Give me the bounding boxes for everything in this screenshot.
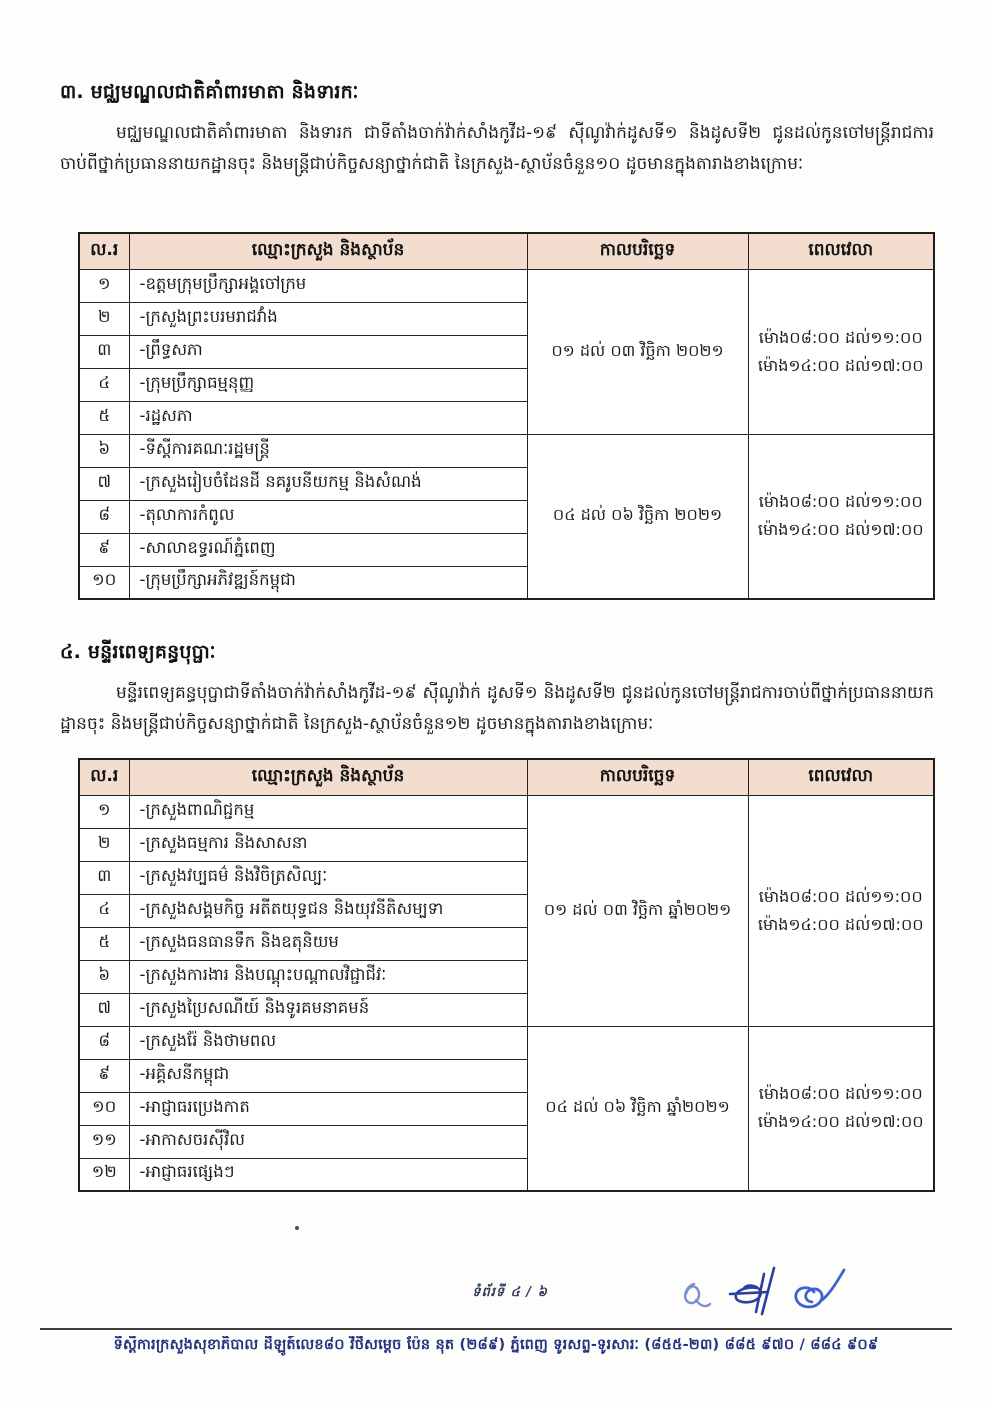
row-number: ៩ bbox=[79, 1059, 129, 1092]
institution-name: -អាកាសចរស៊ីវិល bbox=[129, 1125, 527, 1158]
row-number: ២ bbox=[79, 302, 129, 335]
time-cell bbox=[748, 795, 934, 1026]
institution-name: -ក្រសួងការងារ និងបណ្តុះបណ្តាលវិជ្ជាជីវៈ bbox=[129, 960, 527, 993]
institution-name: -ក្រសួងរ៉ែ និងថាមពល bbox=[129, 1026, 527, 1059]
time-line-2: ម៉ោង១៤:០០ ដល់១៧:០០ bbox=[757, 914, 924, 934]
table-1-header-row bbox=[79, 233, 934, 269]
time-line-2: ម៉ោង១៤:០០ ដល់១៧:០០ bbox=[757, 1112, 924, 1132]
table-row bbox=[79, 434, 934, 467]
institution-name: -ក្រសួងធនធានទឹក និងឧតុនិយម bbox=[129, 927, 527, 960]
table-row bbox=[79, 1026, 934, 1059]
row-number: ១ bbox=[79, 795, 129, 828]
row-number: ៣ bbox=[79, 861, 129, 894]
section-3-heading: ៣. មជ្ឈមណ្ឌលជាតិគាំពារមាតា និងទារកៈ bbox=[60, 81, 359, 103]
institution-name: -អាជ្ញាធរប្រេងកាត bbox=[129, 1092, 527, 1125]
institution-name: -ព្រឹទ្ធសភា bbox=[129, 335, 527, 368]
vaccination-schedule-table-1 bbox=[78, 232, 935, 600]
row-number: ៧ bbox=[79, 993, 129, 1026]
row-number: ១២ bbox=[79, 1158, 129, 1191]
institution-name: -ក្រសួងព្រះបរមរាជវាំង bbox=[129, 302, 527, 335]
institution-name: -ក្រសួងសង្គមកិច្ច អតីតយុទ្ធជន និងយុវនីតិសម្បទា bbox=[129, 894, 527, 927]
row-number: ២ bbox=[79, 828, 129, 861]
row-number: ១០ bbox=[79, 566, 129, 599]
row-number: ៨ bbox=[79, 500, 129, 533]
row-number: ៩ bbox=[79, 533, 129, 566]
time-line-1: ម៉ោង០៨:០០ ដល់១១:០០ bbox=[758, 327, 923, 347]
row-number: ៥ bbox=[79, 927, 129, 960]
institution-name: -ក្រសួងវប្បធម៌ និងវិចិត្រសិល្បៈ bbox=[129, 861, 527, 894]
footer-contact-line: ទីស្តីការក្រសួងសុខាភិបាល ដីឡូត៍លេខ៨០ វិថីសម្តេច ប៉ែន នុត (២៨៩) ភ្នំពេញ ទូរសព្ទ-ទូរសារៈ (៨៥៥-២៣) ៨៨៥ ៩៧០ / ៨៨៤ ៩០៩ bbox=[113, 1337, 879, 1353]
row-number: ៦ bbox=[79, 434, 129, 467]
signature-ink bbox=[672, 1256, 872, 1328]
page-number: ទំព័រទី ៤ / ៦ bbox=[472, 1285, 548, 1300]
institution-name: -ឧត្តមក្រុមប្រឹក្សាអង្គចៅក្រម bbox=[129, 269, 527, 302]
institution-name: -រដ្ឋសភា bbox=[129, 401, 527, 434]
row-number: ៨ bbox=[79, 1026, 129, 1059]
institution-name: -ទីស្តីការគណៈរដ្ឋមន្ត្រី bbox=[129, 434, 527, 467]
row-number: ៣ bbox=[79, 335, 129, 368]
column-header-date: កាលបរិច្ឆេទ bbox=[527, 233, 748, 269]
time-line-2: ម៉ោង១៤:០០ ដល់១៧:០០ bbox=[757, 520, 924, 540]
row-number: ៤ bbox=[79, 894, 129, 927]
time-line-1: ម៉ោង០៨:០០ ដល់១១:០០ bbox=[758, 492, 923, 512]
time-line-2: ម៉ោង១៤:០០ ដល់១៧:០០ bbox=[757, 355, 924, 375]
vaccination-schedule-table-2 bbox=[78, 758, 935, 1192]
institution-name: -ក្រសួងធម្មការ និងសាសនា bbox=[129, 828, 527, 861]
column-header-time: ពេលវេលា bbox=[748, 759, 934, 795]
time-line-1: ម៉ោង០៨:០០ ដល់១១:០០ bbox=[758, 1084, 923, 1104]
row-number: ១០ bbox=[79, 1092, 129, 1125]
institution-name: -ក្រុមប្រឹក្សាអភិវឌ្ឍន៍កម្ពុជា bbox=[129, 566, 527, 599]
column-header-institution: ឈ្មោះក្រសួង និងស្ថាប័ន bbox=[129, 759, 527, 795]
institution-name: -ក្រសួងប្រៃសណីយ៍ និងទូរគមនាគមន៍ bbox=[129, 993, 527, 1026]
institution-name: -ក្រុមប្រឹក្សាធម្មនុញ្ញ bbox=[129, 368, 527, 401]
date-cell: ០១ ដល់ ០៣ វិច្ឆិកា ២០២១ bbox=[527, 269, 748, 434]
column-header-number: ល.រ bbox=[79, 233, 129, 269]
row-number: ១១ bbox=[79, 1125, 129, 1158]
column-header-time: ពេលវេលា bbox=[748, 233, 934, 269]
date-cell: ០៤ ដល់ ០៦ វិច្ឆិកា ឆ្នាំ២០២១ bbox=[527, 1026, 748, 1191]
time-cell bbox=[748, 269, 934, 434]
column-header-institution: ឈ្មោះក្រសួង និងស្ថាប័ន bbox=[129, 233, 527, 269]
table-2-header-row bbox=[79, 759, 934, 795]
scan-artifact-dot bbox=[295, 1226, 299, 1230]
section-4-heading: ៤. មន្ទីរពេទ្យគន្ធបុប្ផាៈ bbox=[60, 641, 216, 663]
time-cell bbox=[748, 1026, 934, 1191]
date-cell: ០៤ ដល់ ០៦ វិច្ឆិកា ២០២១ bbox=[527, 434, 748, 599]
row-number: ១ bbox=[79, 269, 129, 302]
row-number: ៥ bbox=[79, 401, 129, 434]
section-4-paragraph: មន្ទីរពេទ្យគន្ធបុប្ផាជាទីតាំងចាក់វ៉ាក់សាំងកូវីដ-១៩ ស៊ីណូវ៉ាក់ ដូសទី១ និងដូសទី២ ជូនដល់កូនចៅមន្ត្រីរាជការចាប់ពីថ្នាក់ប្រធាននាយកដ្ឋានចុះ និងមន្ត្រីជាប់កិច្ចសន្យាថ្នាក់ជាតិ នៃក្រសួង-ស្ថាប័នចំនួន១២ ដូចមានក្នុងតារាងខាងក្រោមៈ bbox=[60, 683, 934, 734]
institution-name: -អគ្គិសនីកម្ពុជា bbox=[129, 1059, 527, 1092]
column-header-date: កាលបរិច្ឆេទ bbox=[527, 759, 748, 795]
footer-divider bbox=[40, 1328, 952, 1330]
institution-name: -អាជ្ញាធរផ្សេងៗ bbox=[129, 1158, 527, 1191]
row-number: ៦ bbox=[79, 960, 129, 993]
institution-name: -ក្រសួងរៀបចំដែនដី នគរូបនីយកម្ម និងសំណង់ bbox=[129, 467, 527, 500]
date-cell: ០១ ដល់ ០៣ វិច្ឆិកា ឆ្នាំ២០២១ bbox=[527, 795, 748, 1026]
row-number: ៧ bbox=[79, 467, 129, 500]
institution-name: -តុលាការកំពូល bbox=[129, 500, 527, 533]
table-row bbox=[79, 269, 934, 302]
institution-name: -សាលាឧទ្ធរណ៍ភ្នំពេញ bbox=[129, 533, 527, 566]
institution-name: -ក្រសួងពាណិជ្ជកម្ម bbox=[129, 795, 527, 828]
column-header-number: ល.រ bbox=[79, 759, 129, 795]
row-number: ៤ bbox=[79, 368, 129, 401]
time-line-1: ម៉ោង០៨:០០ ដល់១១:០០ bbox=[758, 886, 923, 906]
time-cell bbox=[748, 434, 934, 599]
section-3-paragraph: មជ្ឈមណ្ឌលជាតិគាំពារមាតា និងទារក ជាទីតាំងចាក់វ៉ាក់សាំងកូវីដ-១៩ ស៊ីណូវ៉ាក់ដូសទី១ និងដូសទី២ ជូនដល់កូនចៅមន្ត្រីរាជការចាប់ពីថ្នាក់ប្រធាននាយកដ្ឋានចុះ និងមន្ត្រីជាប់កិច្ចសន្យាថ្នាក់ជាតិ នៃក្រសួង-ស្ថាប័នចំនួន១០ ដូចមានក្នុងតារាងខាងក្រោមៈ bbox=[60, 123, 934, 174]
table-row bbox=[79, 795, 934, 828]
